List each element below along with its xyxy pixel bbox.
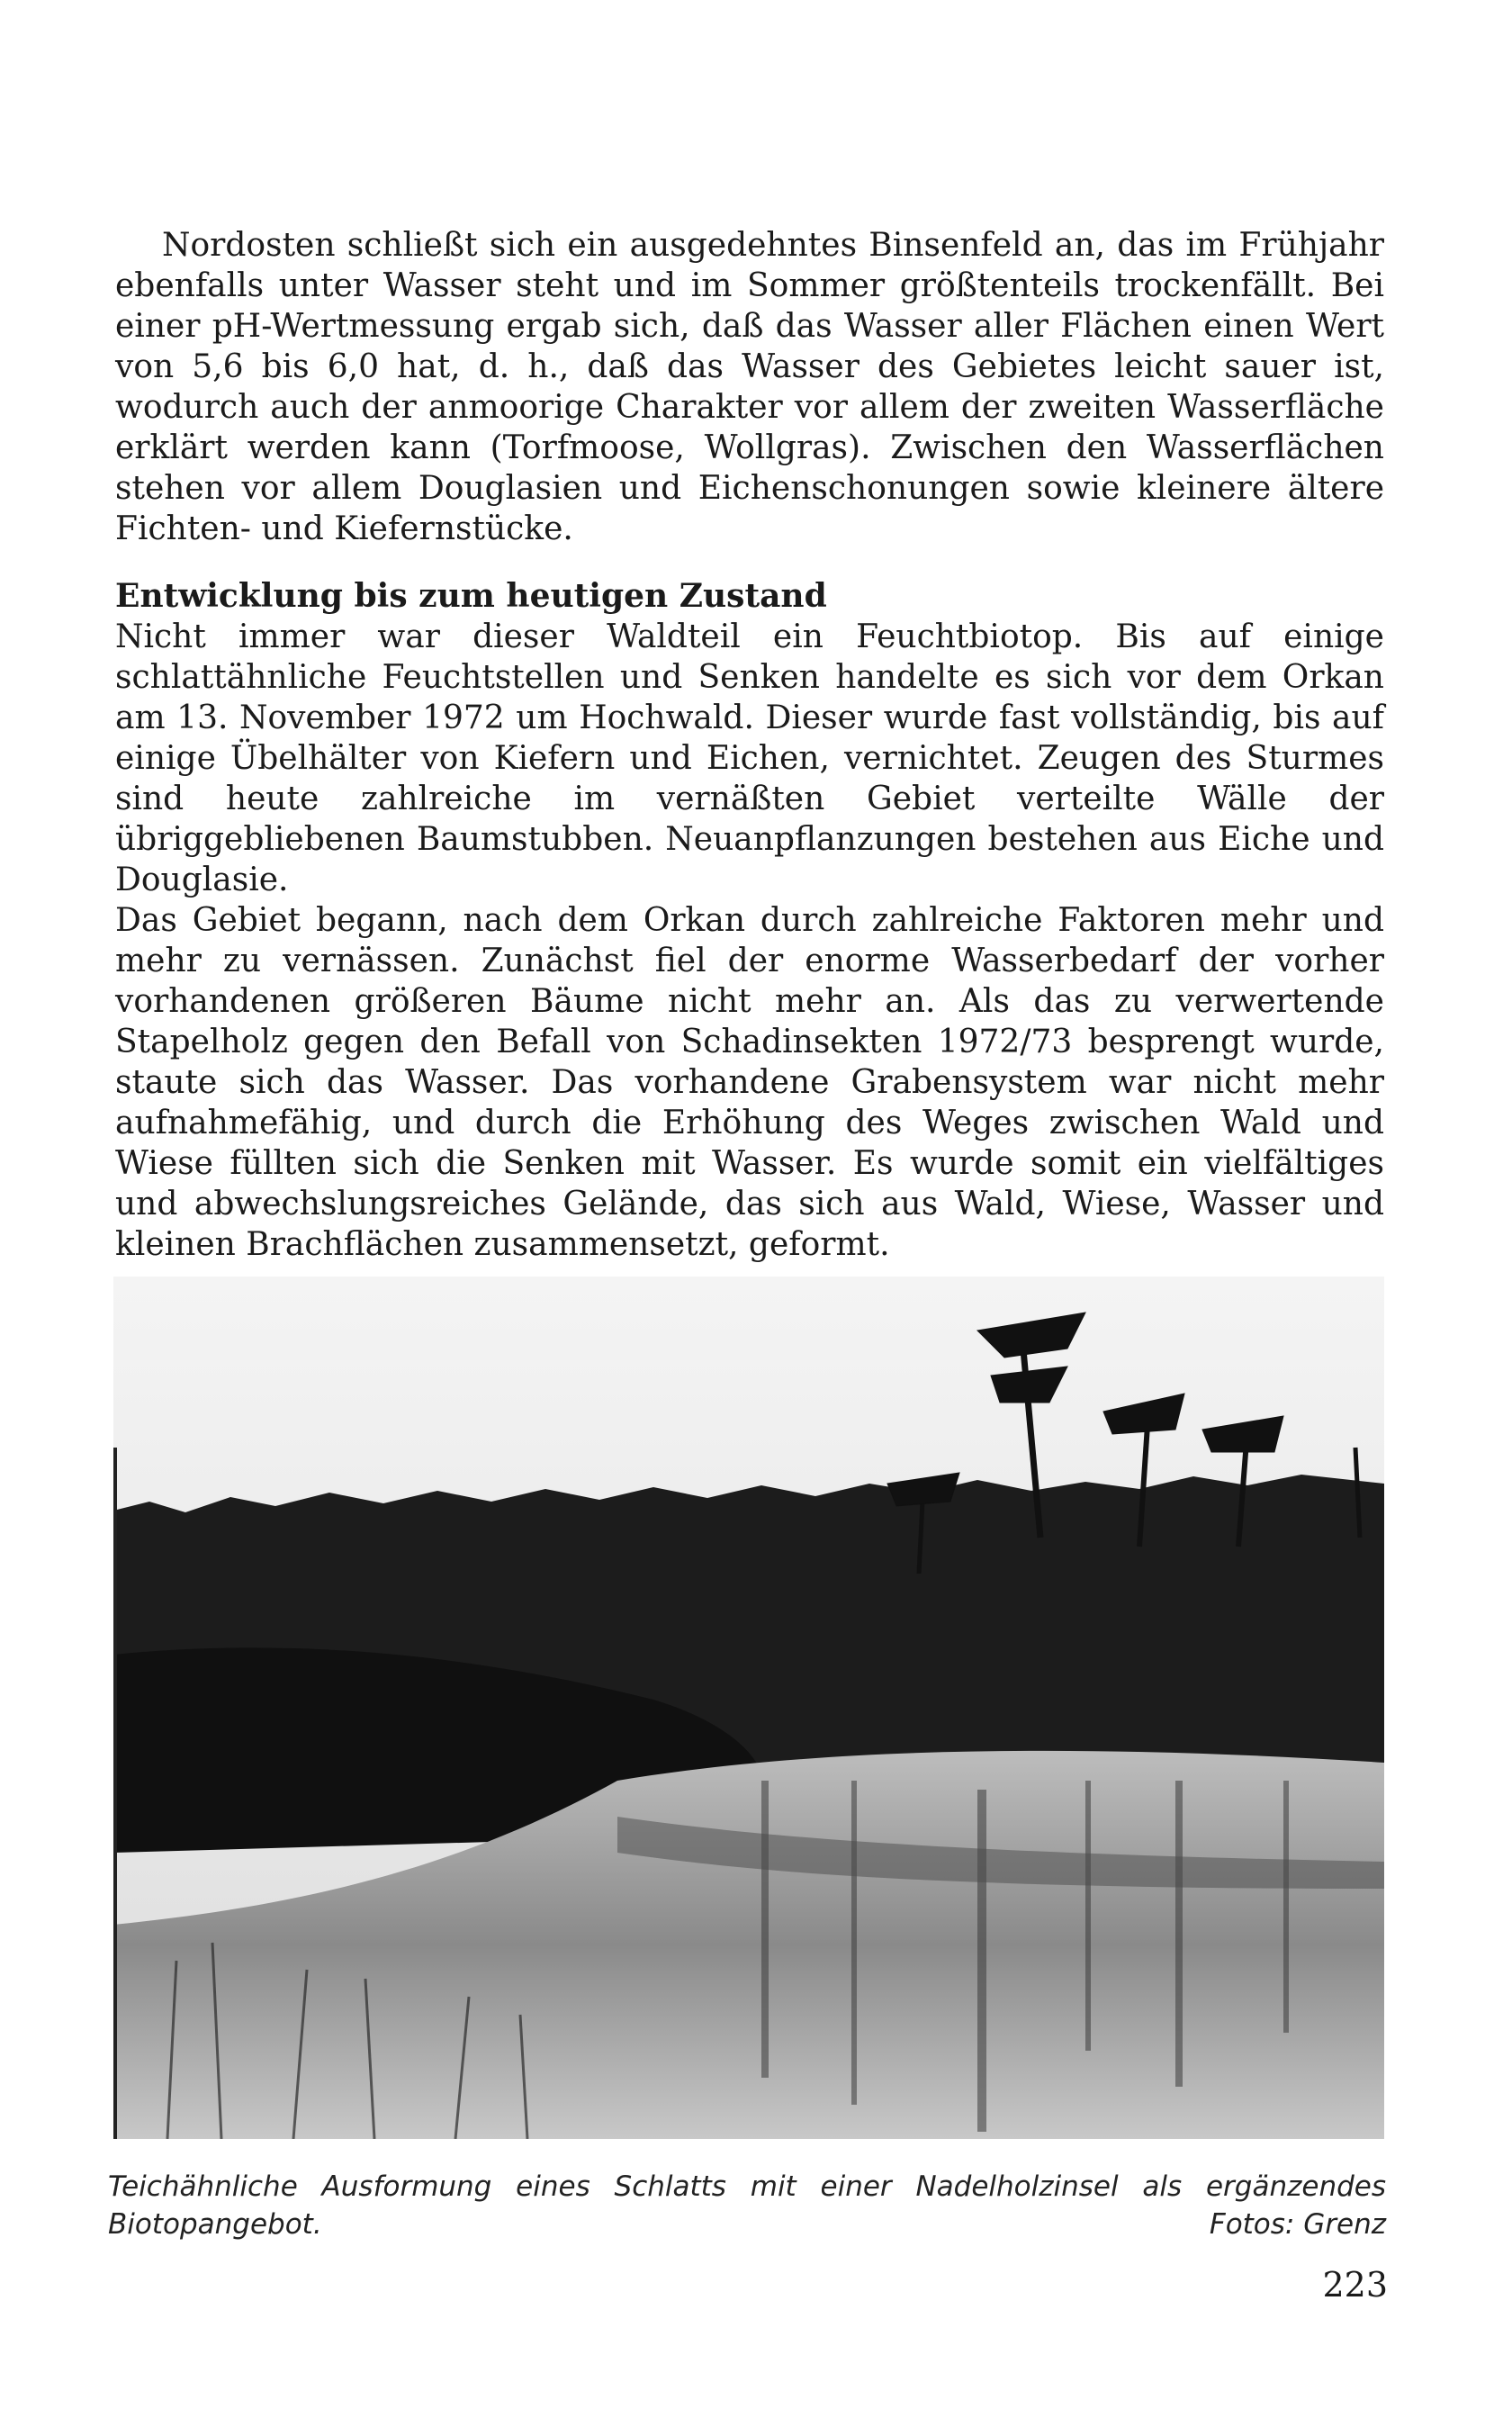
intro-paragraph: Nordosten schließt sich ein ausgedehntes Binsenfeld an, das im Frühjahr ebenfalls unter Wasser steht und im Sommer größtenteils trockenfällt. Bei einer pH-Wertmessung ergab sich, daß das Wasser aller Flächen einen Wert von 5,6 bis 6,0 hat, d. h., daß das Wasser des Gebietes leicht sauer ist, wodurch auch der anmoorige Charakter vor allem der zweiten Wasserfläche erklärt werden kann (Torfmoose, Wollgras). Zwischen den Wasserflächen stehen vor allem Douglasien und Eichenschonungen sowie kleinere ältere Fichten- und Kiefernstücke. [115, 227, 1384, 547]
pond-photo-image [113, 1277, 1384, 2139]
section-heading: Entwicklung bis zum heutigen Zustand [115, 577, 827, 615]
body-text [115, 225, 1384, 1265]
photo-caption [108, 2168, 1386, 2243]
photo-credit: Fotos: Grenz [1209, 2208, 1386, 2241]
pond-photo [113, 1277, 1384, 2139]
section-paragraph-1: Nicht immer war dieser Waldteil ein Feuchtbiotop. Bis auf einige schlattähnliche Feuchtstellen und Senken handelte es sich vor dem Orkan am 13. November 1972 um Hochwald. Dieser wurde fast vollständig, bis auf einige Übelhälter von Kiefern und Eichen, vernichtet. Zeugen des Sturmes sind heute zahlreiche im vernäßten Gebiet verteilte Wälle der übriggebliebenen Baumstubben. Neuanpflanzungen bestehen aus Eiche und Douglasie. [115, 618, 1384, 898]
section-paragraph-2: Das Gebiet begann, nach dem Orkan durch zahlreiche Faktoren mehr und mehr zu vernässen. Zunächst fiel der enorme Wasserbedarf der vorher vorhandenen größeren Bäume nicht mehr an. Als das zu verwertende Stapelholz gegen den Befall von Schadinsekten 1972/73 besprengt wurde, staute sich das Wasser. Das vorhandene Grabensystem war nicht mehr aufnahmefähig, und durch die Erhöhung des Weges zwischen Wald und Wiese füllten sich die Senken mit Wasser. Es wurde somit ein vielfältiges und abwechslungsreiches Gelände, das sich aus Wald, Wiese, Wasser und kleinen Brachflächen zusammensetzt, geformt. [115, 902, 1384, 1263]
page-number: 223 [1322, 2265, 1388, 2305]
caption-text: Teichähnliche Ausformung eines Schlatts mit einer Nadelholzinsel als ergänzendes Biotopangebot. [108, 2170, 1386, 2241]
